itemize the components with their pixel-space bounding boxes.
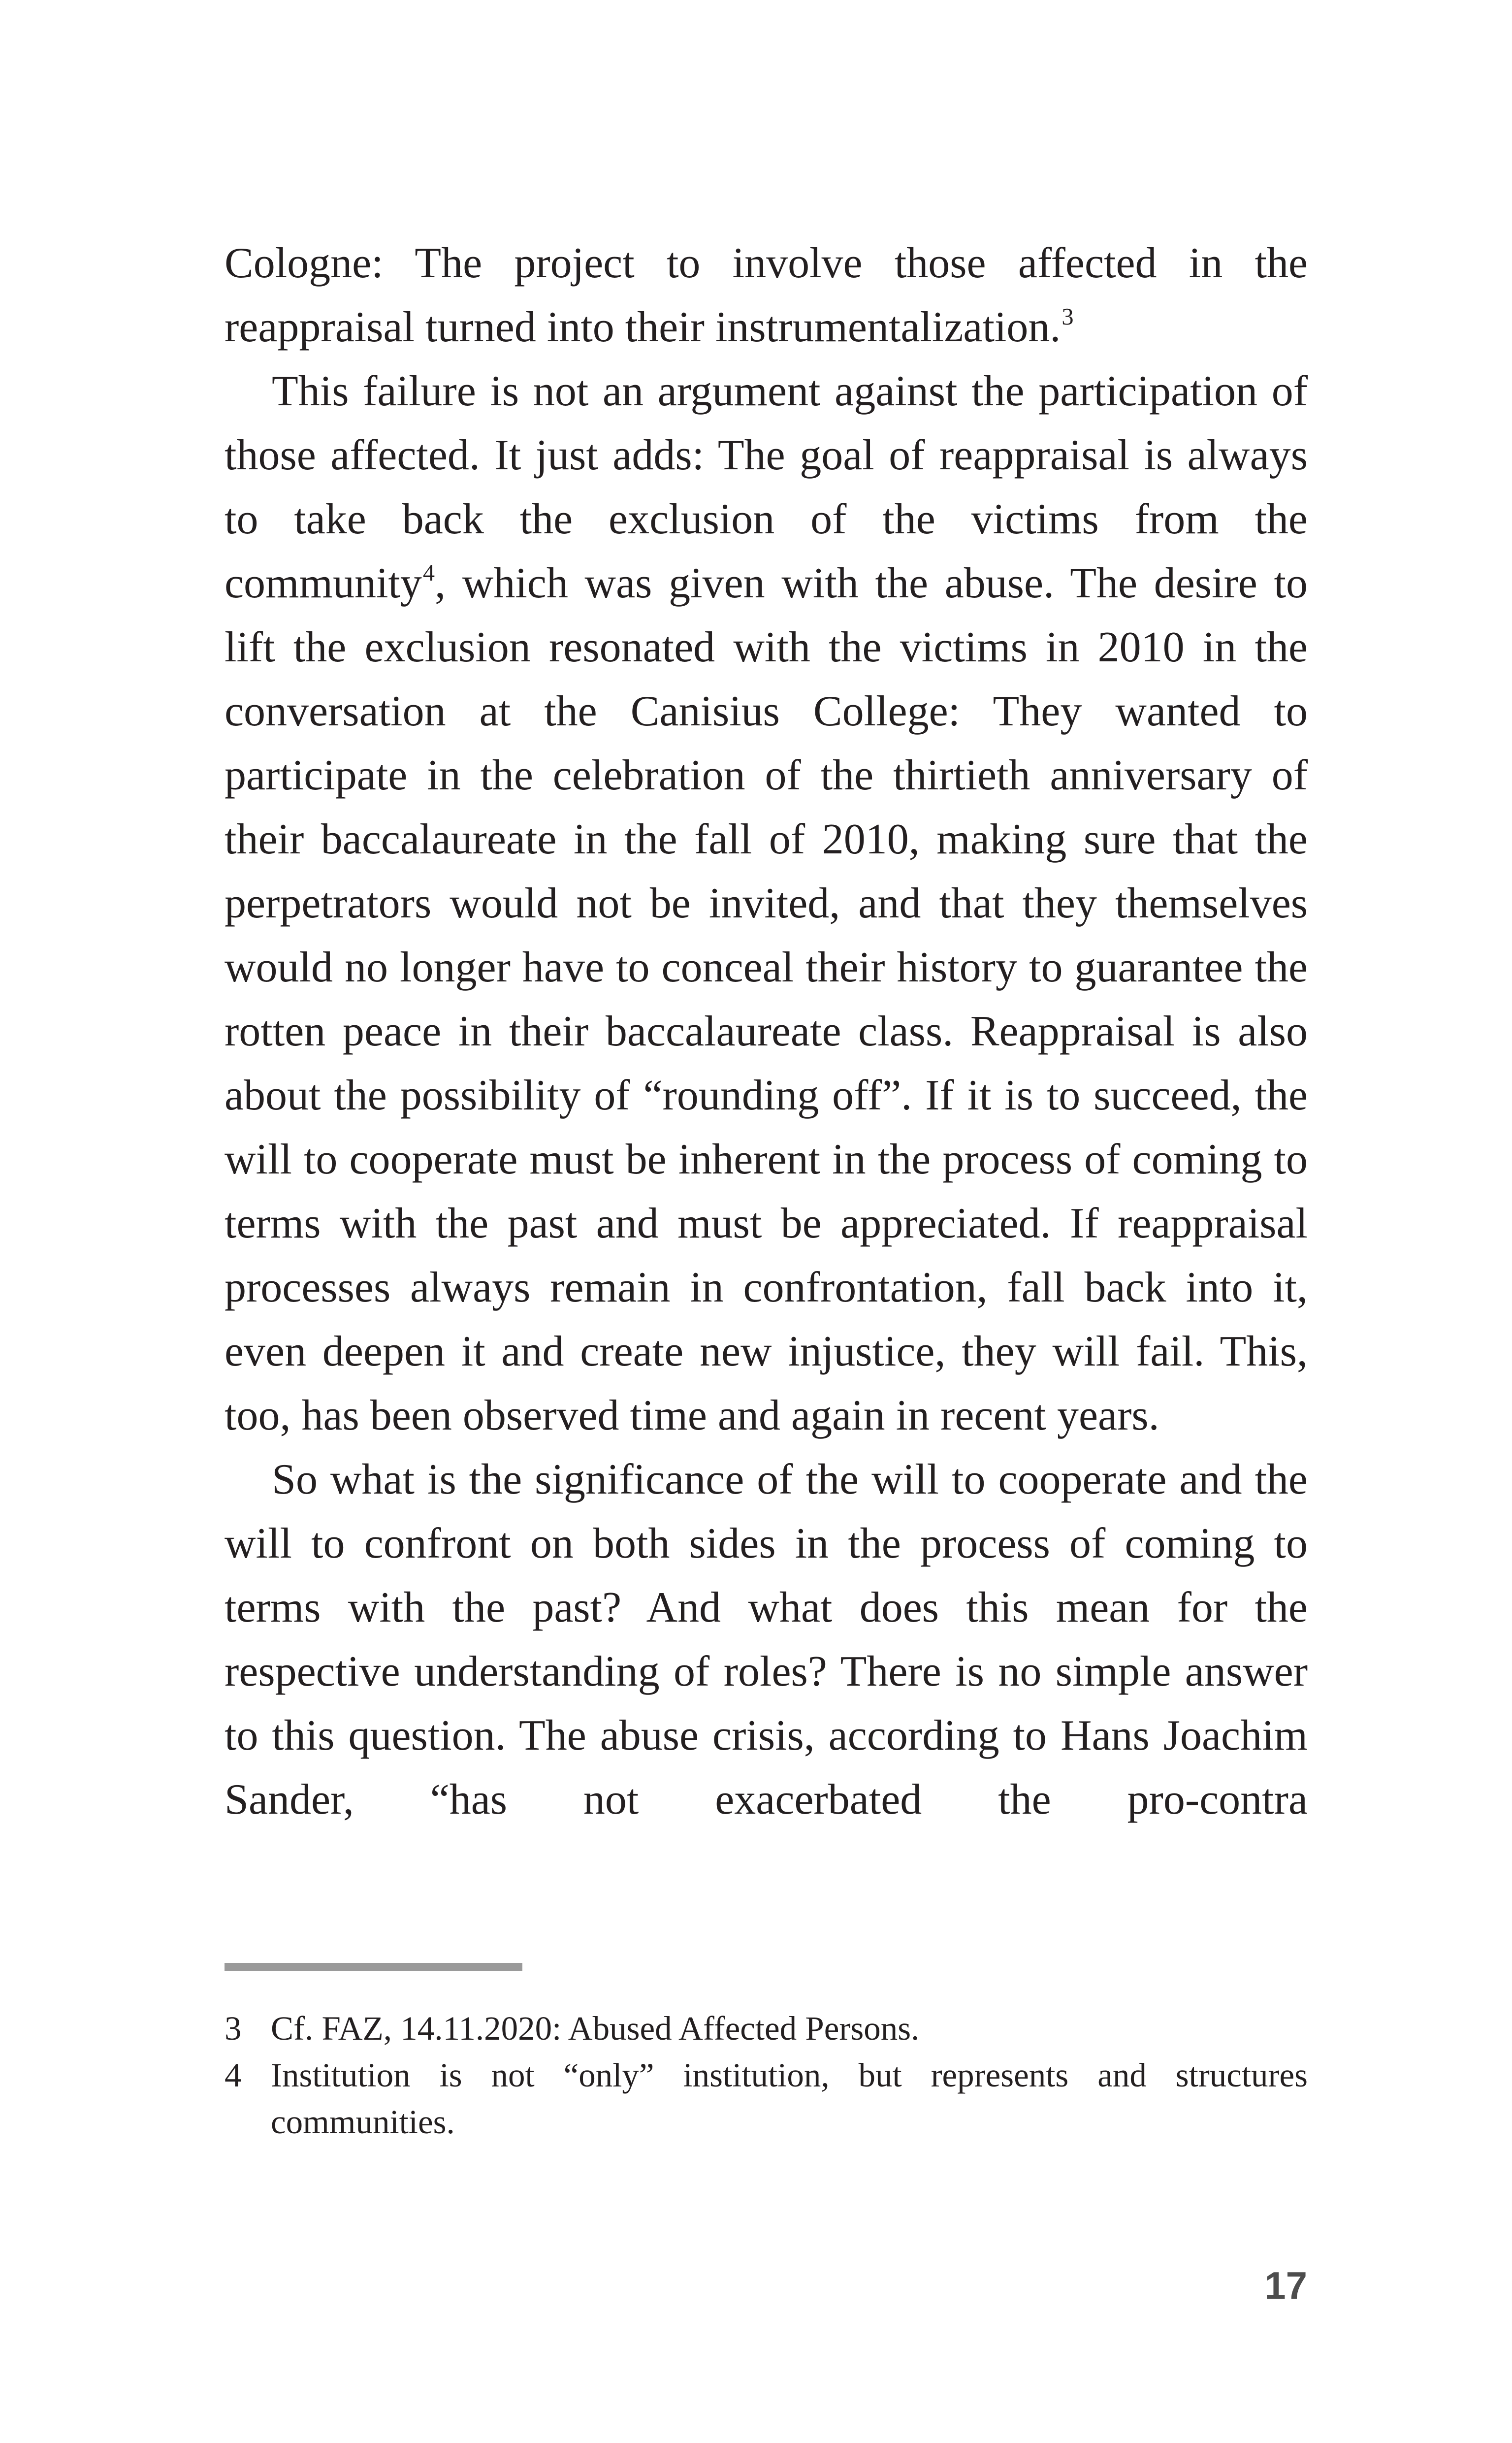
paragraph-3 (225, 1448, 1308, 1832)
main-text (225, 231, 1308, 1832)
paragraph-2-text-b: , which was given with the abuse. The desire to lift the exclusion resonated with the victims in 2010 in the conversation at the Canisius College: They wanted to participate in the celebration of the thirtieth anniversary of their baccalaureate in the fall of 2010, making sure that the perpetrators would not be invited, and that they themselves would no longer have to conceal their history to guarantee the rotten peace in their baccalaureate class. Reappraisal is also about the possibility of “rounding off”. If it is to succeed, the will to cooperate must be inherent in the process of coming to terms with the past and must be appreciated. If reappraisal processes always remain in confrontation, fall back into it, even deepen it and create new injustice, they will fail. This, too, has been observed time and again in recent years. (225, 559, 1308, 1439)
footnote-text: Cf. FAZ, 14.11.2020: Abused Affected Persons. (271, 2010, 920, 2047)
paragraph-2-text-a: This failure is not an argument against the participation of those affected. It just adds: The goal of reappraisal is always to take back the exclusion of the victims from the community (225, 367, 1308, 607)
footnote-4 (225, 2052, 1308, 2146)
footnotes (225, 2005, 1308, 2146)
footnote-divider (225, 1963, 522, 1971)
footnote-number: 4 (225, 2056, 242, 2094)
paragraph-1 (225, 231, 1308, 359)
page-number: 17 (1264, 2264, 1307, 2307)
footnote-3 (225, 2005, 1308, 2052)
paragraph-1-text: Cologne: The project to involve those affected in the reappraisal turned into their instrumentalization. (225, 239, 1308, 351)
footnote-text: Institution is not “only” institution, but represents and structures communities. (271, 2056, 1308, 2141)
footnote-number: 3 (225, 2010, 242, 2047)
paragraph-2 (225, 359, 1308, 1448)
footnote-ref-3: 3 (1062, 304, 1074, 330)
paragraph-3-text: So what is the significance of the will to cooperate and the will to confront on both sides in the process of coming to terms with the past? And what does this mean for the respective understanding of roles? There is no simple answer to this question. The abuse crisis, according to Hans Joachim Sander, “has not exacerbated the pro-contra (225, 1456, 1308, 1824)
footnote-ref-4: 4 (422, 560, 435, 586)
